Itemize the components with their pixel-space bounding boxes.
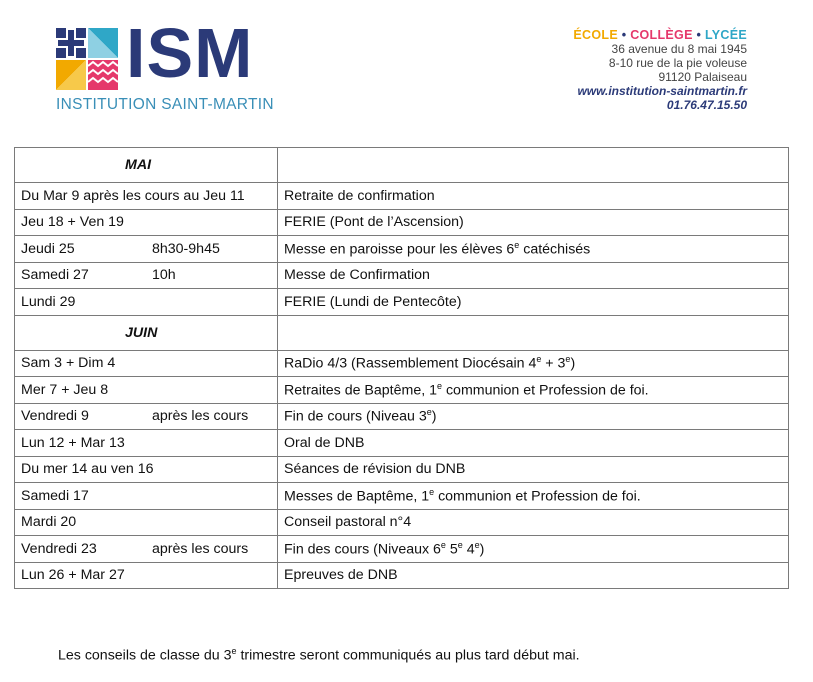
event-time: après les cours bbox=[152, 408, 249, 425]
school-levels: ÉCOLE • COLLÈGE • LYCÉE bbox=[573, 28, 747, 42]
calendar-table bbox=[14, 147, 789, 589]
table-row bbox=[15, 236, 789, 263]
table-row bbox=[15, 262, 789, 289]
event-description: Fin de cours (Niveau 3e) bbox=[278, 403, 789, 430]
table-row bbox=[15, 289, 789, 316]
event-description: Retraites de Baptême, 1e communion et Profession de foi. bbox=[278, 377, 789, 404]
event-date: Vendredi 9 bbox=[21, 408, 89, 425]
event-date: Jeudi 25 bbox=[21, 240, 75, 257]
event-date: Jeu 18 + Ven 19 bbox=[21, 214, 124, 231]
event-date: Du Mar 9 après les cours au Jeu 11 bbox=[21, 187, 245, 204]
event-date: Vendredi 23 bbox=[21, 540, 97, 557]
table-row bbox=[15, 377, 789, 404]
event-description: Oral de DNB bbox=[278, 430, 789, 457]
contact-block bbox=[573, 28, 747, 112]
event-date: Sam 3 + Dim 4 bbox=[21, 355, 116, 372]
logo-mark-icon bbox=[56, 28, 118, 90]
event-description: Séances de révision du DNB bbox=[278, 456, 789, 483]
section-title: MAI bbox=[125, 157, 152, 173]
event-date: Du mer 14 au ven 16 bbox=[21, 461, 154, 478]
event-description: FERIE (Pont de l’Ascension) bbox=[278, 209, 789, 236]
event-description: Messes de Baptême, 1e communion et Profession de foi. bbox=[278, 483, 789, 510]
logo-subtitle: INSTITUTION SAINT-MARTIN bbox=[56, 96, 274, 113]
logo-text: ISM bbox=[126, 14, 254, 92]
table-row bbox=[15, 536, 789, 563]
level-lycee: LYCÉE bbox=[704, 28, 747, 42]
section-header-row bbox=[15, 148, 789, 183]
event-description: RaDio 4/3 (Rassemblement Diocésain $4^e + 3^e$) bbox=[278, 350, 789, 377]
level-ecole: ÉCOLE bbox=[573, 28, 618, 42]
table-row bbox=[15, 456, 789, 483]
table-row bbox=[15, 209, 789, 236]
event-date: Samedi 27 bbox=[21, 267, 89, 284]
event-description: Epreuves de DNB bbox=[278, 562, 789, 589]
address-line: 8-10 rue de la pie voleuse bbox=[608, 56, 747, 70]
event-time: après les cours bbox=[152, 540, 249, 557]
table-row bbox=[15, 509, 789, 536]
address-line: 36 avenue du 8 mai 1945 bbox=[611, 42, 747, 56]
event-date: Lundi 29 bbox=[21, 293, 76, 310]
address-line: 91120 Palaiseau bbox=[658, 70, 747, 84]
table-row bbox=[15, 183, 789, 210]
table-row bbox=[15, 350, 789, 377]
event-date: Mer 7 + Jeu 8 bbox=[21, 381, 109, 398]
phone-number: 01.76.47.15.50 bbox=[666, 98, 747, 112]
section-title: JUIN bbox=[125, 324, 158, 341]
event-description: Retraite de confirmation bbox=[278, 183, 789, 210]
event-date: Lun 12 + Mar 13 bbox=[21, 434, 125, 451]
event-description: Messe de Confirmation bbox=[278, 262, 789, 289]
table-row bbox=[15, 483, 789, 510]
table-row bbox=[15, 562, 789, 589]
event-description: Conseil pastoral n°4 bbox=[278, 509, 789, 536]
ism-logo bbox=[56, 14, 286, 114]
website-link[interactable]: www.institution-saintmartin.fr bbox=[577, 84, 747, 98]
table-row bbox=[15, 430, 789, 457]
event-description: Fin des cours (Niveaux 6e 5e 4e) bbox=[278, 536, 789, 563]
table-row bbox=[15, 403, 789, 430]
event-date: Samedi 17 bbox=[21, 487, 89, 504]
section-header-row bbox=[15, 315, 789, 350]
letterhead bbox=[0, 0, 813, 130]
event-description: Messe en paroisse pour les élèves 6e catéchisés bbox=[278, 236, 789, 263]
event-time: 10h bbox=[152, 267, 176, 284]
footer-note: Les conseils de classe du 3e trimestre seront communiqués au plus tard début mai. bbox=[58, 646, 580, 664]
event-date: Lun 26 + Mar 27 bbox=[21, 567, 125, 584]
event-time: 8h30-9h45 bbox=[152, 240, 220, 257]
event-date: Mardi 20 bbox=[21, 514, 77, 531]
event-description: FERIE (Lundi de Pentecôte) bbox=[278, 289, 789, 316]
level-college: COLLÈGE bbox=[630, 28, 693, 42]
